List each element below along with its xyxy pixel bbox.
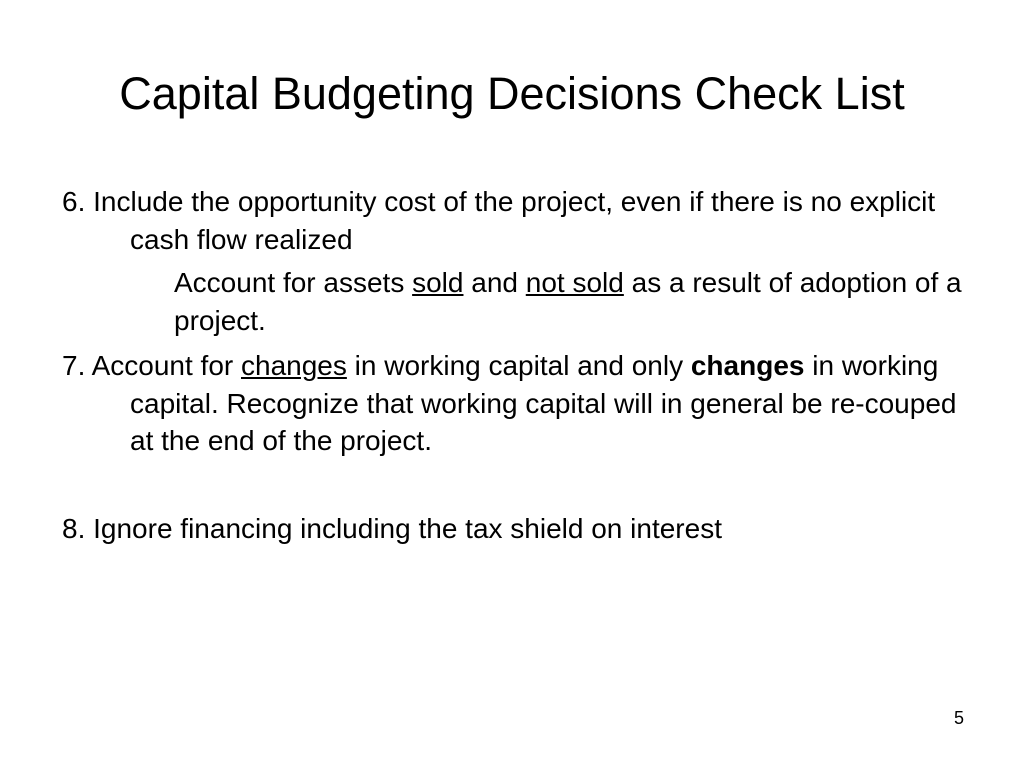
- slide-title: Capital Budgeting Decisions Check List: [119, 68, 905, 119]
- subpoint-text-1: Account for assets: [174, 267, 413, 298]
- underlined-sold: sold: [412, 267, 464, 298]
- subpoint-text-2: and: [463, 267, 526, 298]
- checklist-item-8: [62, 510, 962, 548]
- subpoint-text-3: as a result of adoption of a project.: [174, 267, 962, 336]
- checklist-item-6-subpoint: [62, 264, 962, 339]
- item-6-text: 6. Include the opportunity cost of the project, even if there is no explicit cash flow realized: [62, 186, 936, 255]
- checklist-item-6: [62, 183, 962, 258]
- bold-changes: changes: [690, 350, 805, 381]
- item-7-text-1: 7. Account for: [62, 350, 241, 381]
- slide-body: [62, 183, 962, 547]
- underlined-changes: changes: [241, 350, 347, 381]
- item-7-text-3: in working capital. Recognize that working capital will in general be re-couped at the end of the project.: [130, 350, 957, 456]
- item-7-text-2: in working capital and only: [346, 350, 691, 381]
- checklist-item-7: [62, 347, 962, 460]
- page-number: 5: [953, 708, 964, 728]
- item-8-text: 8. Ignore financing including the tax shield on interest: [62, 512, 722, 544]
- underlined-not-sold: not sold: [525, 267, 624, 298]
